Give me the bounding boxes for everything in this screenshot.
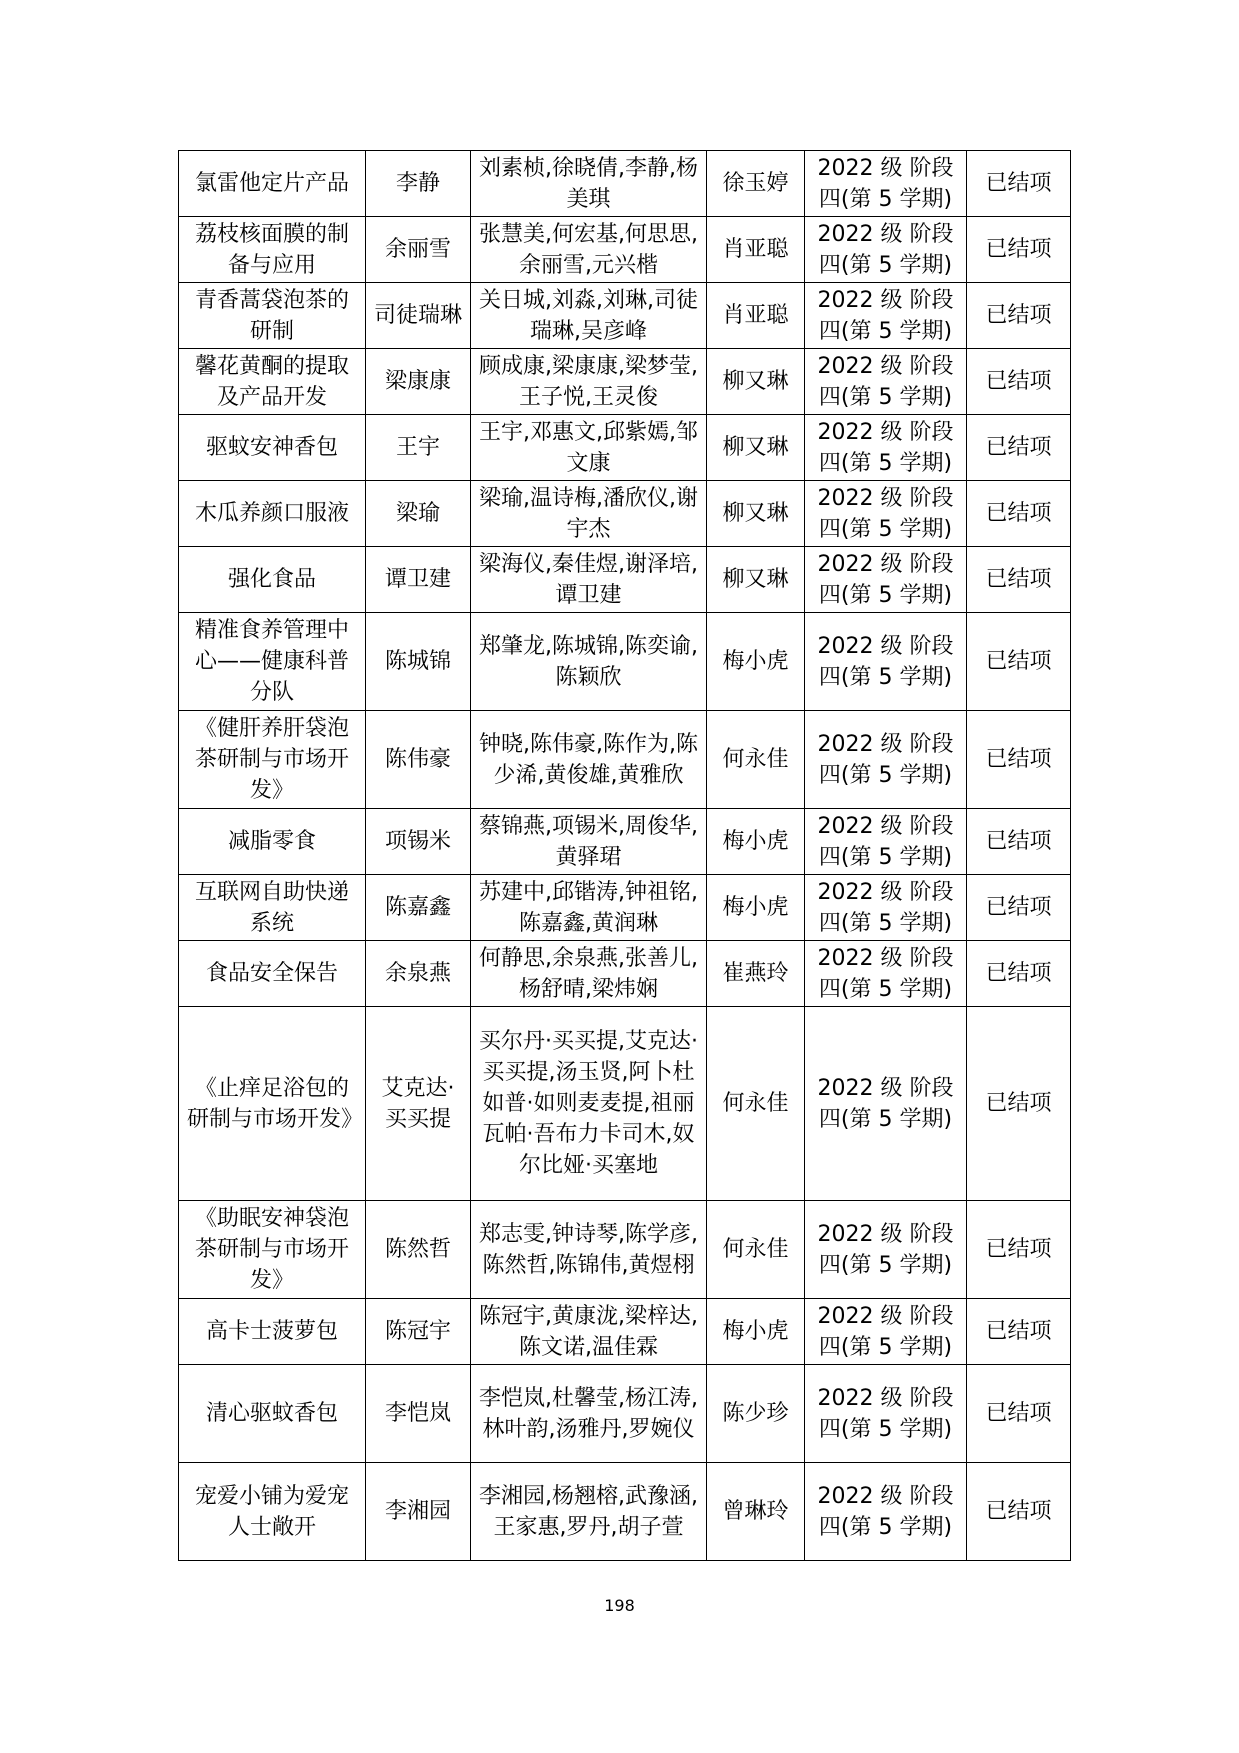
status-cell: 已结项 xyxy=(967,481,1071,547)
table-row xyxy=(179,875,1071,941)
stage-cell: 2022 级 阶段四(第 5 学期) xyxy=(805,217,967,283)
stage-cell: 2022 级 阶段四(第 5 学期) xyxy=(805,875,967,941)
advisor-cell: 柳又琳 xyxy=(707,481,805,547)
project-leader-cell: 梁瑜 xyxy=(366,481,471,547)
table-row xyxy=(179,283,1071,349)
team-members-cell: 陈冠宇,黄康泷,梁梓达,陈文诺,温佳霖 xyxy=(471,1299,707,1365)
project-name-cell: 青香蒿袋泡茶的研制 xyxy=(179,283,366,349)
team-members-cell: 郑肇龙,陈城锦,陈奕谕,陈颖欣 xyxy=(471,613,707,711)
project-leader-cell: 陈冠宇 xyxy=(366,1299,471,1365)
status-cell: 已结项 xyxy=(967,1201,1071,1299)
stage-cell: 2022 级 阶段四(第 5 学期) xyxy=(805,1201,967,1299)
status-cell: 已结项 xyxy=(967,1463,1071,1561)
stage-cell: 2022 级 阶段四(第 5 学期) xyxy=(805,1365,967,1463)
table-row xyxy=(179,809,1071,875)
project-name-cell: 强化食品 xyxy=(179,547,366,613)
project-table-body xyxy=(179,151,1071,1561)
status-cell: 已结项 xyxy=(967,283,1071,349)
project-name-cell: 精准食养管理中心——健康科普分队 xyxy=(179,613,366,711)
project-name-cell: 清心驱蚊香包 xyxy=(179,1365,366,1463)
advisor-cell: 崔燕玲 xyxy=(707,941,805,1007)
stage-cell: 2022 级 阶段四(第 5 学期) xyxy=(805,1007,967,1201)
advisor-cell: 柳又琳 xyxy=(707,415,805,481)
status-cell: 已结项 xyxy=(967,613,1071,711)
stage-cell: 2022 级 阶段四(第 5 学期) xyxy=(805,1463,967,1561)
team-members-cell: 钟晓,陈伟豪,陈作为,陈少浠,黄俊雄,黄雅欣 xyxy=(471,711,707,809)
stage-cell: 2022 级 阶段四(第 5 学期) xyxy=(805,711,967,809)
status-cell: 已结项 xyxy=(967,547,1071,613)
project-name-cell: 木瓜养颜口服液 xyxy=(179,481,366,547)
status-cell: 已结项 xyxy=(967,711,1071,809)
stage-cell: 2022 级 阶段四(第 5 学期) xyxy=(805,481,967,547)
project-leader-cell: 李静 xyxy=(366,151,471,217)
project-name-cell: 《健肝养肝袋泡茶研制与市场开发》 xyxy=(179,711,366,809)
table-row xyxy=(179,151,1071,217)
status-cell: 已结项 xyxy=(967,875,1071,941)
status-cell: 已结项 xyxy=(967,349,1071,415)
table-row xyxy=(179,1007,1071,1201)
project-name-cell: 《止痒足浴包的研制与市场开发》 xyxy=(179,1007,366,1201)
project-leader-cell: 艾克达·买买提 xyxy=(366,1007,471,1201)
stage-cell: 2022 级 阶段四(第 5 学期) xyxy=(805,283,967,349)
stage-cell: 2022 级 阶段四(第 5 学期) xyxy=(805,613,967,711)
table-row xyxy=(179,1299,1071,1365)
project-leader-cell: 余泉燕 xyxy=(366,941,471,1007)
advisor-cell: 陈少珍 xyxy=(707,1365,805,1463)
project-name-cell: 荔枝核面膜的制备与应用 xyxy=(179,217,366,283)
status-cell: 已结项 xyxy=(967,809,1071,875)
project-leader-cell: 梁康康 xyxy=(366,349,471,415)
advisor-cell: 柳又琳 xyxy=(707,349,805,415)
advisor-cell: 梅小虎 xyxy=(707,613,805,711)
project-name-cell: 驱蚊安神香包 xyxy=(179,415,366,481)
project-leader-cell: 李湘园 xyxy=(366,1463,471,1561)
project-leader-cell: 项锡米 xyxy=(366,809,471,875)
table-row xyxy=(179,415,1071,481)
project-name-cell: 馨花黄酮的提取及产品开发 xyxy=(179,349,366,415)
project-leader-cell: 李恺岚 xyxy=(366,1365,471,1463)
project-name-cell: 互联网自助快递系统 xyxy=(179,875,366,941)
status-cell: 已结项 xyxy=(967,415,1071,481)
stage-cell: 2022 级 阶段四(第 5 学期) xyxy=(805,415,967,481)
team-members-cell: 买尔丹·买买提,艾克达·买买提,汤玉贤,阿卜杜如普·如则麦麦提,祖丽瓦帕·吾布力卡司木,奴尔比娅·买塞地 xyxy=(471,1007,707,1201)
stage-cell: 2022 级 阶段四(第 5 学期) xyxy=(805,349,967,415)
table-row xyxy=(179,217,1071,283)
stage-cell: 2022 级 阶段四(第 5 学期) xyxy=(805,809,967,875)
team-members-cell: 张慧美,何宏基,何思思,余丽雪,元兴楷 xyxy=(471,217,707,283)
advisor-cell: 徐玉婷 xyxy=(707,151,805,217)
table-row xyxy=(179,547,1071,613)
project-leader-cell: 陈嘉鑫 xyxy=(366,875,471,941)
stage-cell: 2022 级 阶段四(第 5 学期) xyxy=(805,151,967,217)
table-row xyxy=(179,481,1071,547)
project-leader-cell: 谭卫建 xyxy=(366,547,471,613)
project-leader-cell: 余丽雪 xyxy=(366,217,471,283)
advisor-cell: 何永佳 xyxy=(707,1201,805,1299)
status-cell: 已结项 xyxy=(967,941,1071,1007)
advisor-cell: 柳又琳 xyxy=(707,547,805,613)
project-leader-cell: 陈然哲 xyxy=(366,1201,471,1299)
team-members-cell: 李湘园,杨翘榕,武豫涵,王家惠,罗丹,胡子萱 xyxy=(471,1463,707,1561)
project-leader-cell: 王宇 xyxy=(366,415,471,481)
team-members-cell: 何静思,余泉燕,张善儿,杨舒晴,梁炜娴 xyxy=(471,941,707,1007)
advisor-cell: 何永佳 xyxy=(707,711,805,809)
table-row xyxy=(179,1463,1071,1561)
stage-cell: 2022 级 阶段四(第 5 学期) xyxy=(805,941,967,1007)
project-leader-cell: 陈伟豪 xyxy=(366,711,471,809)
project-name-cell: 宠爱小铺为爱宠人士敞开 xyxy=(179,1463,366,1561)
team-members-cell: 顾成康,梁康康,梁梦莹,王子悦,王灵俊 xyxy=(471,349,707,415)
project-name-cell: 食品安全保告 xyxy=(179,941,366,1007)
advisor-cell: 肖亚聪 xyxy=(707,283,805,349)
advisor-cell: 曾琳玲 xyxy=(707,1463,805,1561)
table-row xyxy=(179,711,1071,809)
team-members-cell: 李恺岚,杜馨莹,杨江涛,林叶韵,汤雅丹,罗婉仪 xyxy=(471,1365,707,1463)
advisor-cell: 梅小虎 xyxy=(707,809,805,875)
project-leader-cell: 司徒瑞琳 xyxy=(366,283,471,349)
status-cell: 已结项 xyxy=(967,217,1071,283)
stage-cell: 2022 级 阶段四(第 5 学期) xyxy=(805,547,967,613)
page-number: 198 xyxy=(604,1596,635,1615)
team-members-cell: 王宇,邓惠文,邱紫嫣,邹文康 xyxy=(471,415,707,481)
team-members-cell: 郑志雯,钟诗琴,陈学彦,陈然哲,陈锦伟,黄煜栩 xyxy=(471,1201,707,1299)
team-members-cell: 苏建中,邱锴涛,钟祖铭,陈嘉鑫,黄润琳 xyxy=(471,875,707,941)
status-cell: 已结项 xyxy=(967,1365,1071,1463)
table-row xyxy=(179,349,1071,415)
stage-cell: 2022 级 阶段四(第 5 学期) xyxy=(805,1299,967,1365)
project-name-cell: 高卡士菠萝包 xyxy=(179,1299,366,1365)
project-name-cell: 减脂零食 xyxy=(179,809,366,875)
table-row xyxy=(179,941,1071,1007)
team-members-cell: 关日城,刘淼,刘琳,司徒瑞琳,吴彦峰 xyxy=(471,283,707,349)
project-name-cell: 《助眠安神袋泡茶研制与市场开发》 xyxy=(179,1201,366,1299)
team-members-cell: 蔡锦燕,项锡米,周俊华,黄驿珺 xyxy=(471,809,707,875)
project-table xyxy=(178,150,1071,1561)
advisor-cell: 梅小虎 xyxy=(707,1299,805,1365)
table-row xyxy=(179,1201,1071,1299)
team-members-cell: 梁海仪,秦佳煜,谢泽培,谭卫建 xyxy=(471,547,707,613)
team-members-cell: 梁瑜,温诗梅,潘欣仪,谢宇杰 xyxy=(471,481,707,547)
advisor-cell: 何永佳 xyxy=(707,1007,805,1201)
project-name-cell: 氯雷他定片产品 xyxy=(179,151,366,217)
advisor-cell: 梅小虎 xyxy=(707,875,805,941)
status-cell: 已结项 xyxy=(967,151,1071,217)
advisor-cell: 肖亚聪 xyxy=(707,217,805,283)
project-leader-cell: 陈城锦 xyxy=(366,613,471,711)
table-row xyxy=(179,613,1071,711)
team-members-cell: 刘素桢,徐晓倩,李静,杨美琪 xyxy=(471,151,707,217)
table-row xyxy=(179,1365,1071,1463)
status-cell: 已结项 xyxy=(967,1007,1071,1201)
status-cell: 已结项 xyxy=(967,1299,1071,1365)
